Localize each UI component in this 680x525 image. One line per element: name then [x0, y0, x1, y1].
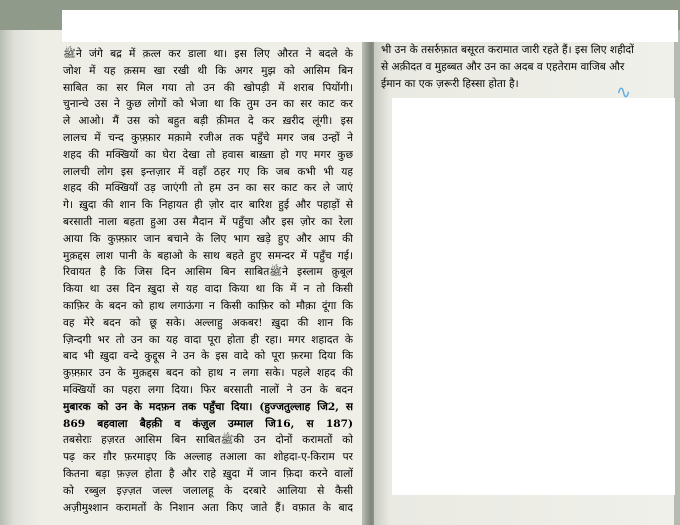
text-line: कितना बड़ा फ़ज़्ल होता है और राहे ख़ुदा में जान फ़िदा करने वालों: [63, 467, 353, 480]
text-line: ज़िन्दगी भर तो उन का यह वादा पूरा होता ही रहा। मगर शहादत के: [63, 333, 353, 346]
text-line: ईमान का एक ज़रूरी हिस्सा होता है।: [381, 77, 519, 90]
text-line: वह मेरे बदन को छू सके। अल्लाहु अकबर! ख़ुदा की शान कि: [63, 316, 353, 329]
text-line: तबसेराः हज़रत आसिम बिन साबितﷺकी उन दोनों करामतों को: [63, 434, 353, 447]
citation-line: मुबारक को उन के मदफ़न तक पहुँचा दिया। (हुज्जतुल्लाह जि2, स: [63, 400, 353, 413]
citation-line: 869 बहवाला बैहक़ी व कंज़ुल उम्माल जि16, स 187): [63, 417, 353, 430]
text-line: लालची लोग इस इन्तज़ार में वहाँ ठहर गए कि जब कभी भी यह: [63, 165, 353, 178]
text-line: लालच में चन्द कुफ़्फ़ार मक़ामे रजीअ तक पहुँचे मगर जब उन्हों ने: [63, 131, 353, 144]
ornament-icon: ∿: [616, 82, 632, 103]
left-page-text: [63, 46, 353, 516]
right-redaction-mask: [392, 98, 675, 495]
text-line: ले आओ। मैं उस को बहुत बड़ी क़ीमत दे कर ख़रीद लूंगी। इस: [63, 115, 353, 128]
text-line: को रब्बुल इज़्ज़त जल्ल जलालहू के दरबारे आलिया से कैसी: [63, 484, 353, 497]
text-line: शहद की मक्खियाँ उड़ जाएंगी तो हम उन का सर काट कर ले जाएं: [63, 182, 353, 195]
text-line: शहद की मक्खियों का घेरा देखा तो हवास बाख़्ता हो गए मगर कुछ: [63, 148, 353, 161]
text-line: जोश में यह क़सम खा रखी थी कि अगर मुझ को आसिम बिन: [63, 64, 353, 77]
text-line: चुनान्चे उस ने कुछ लोगों को भेजा था कि तुम उन का सर काट कर: [63, 98, 353, 111]
text-line: आया कि कुफ़्फ़ार जान बचाने के लिए भाग खड़े हुए और आप की: [63, 232, 353, 245]
text-line: बरसाती नाला बहता हुआ उस मैदान में पहुँचा और इस ज़ोर का रेला: [63, 215, 353, 228]
text-line: ﷺने जंगे बद्र में क़त्ल कर डाला था। इस लिए औरत ने बदले के: [63, 48, 353, 60]
text-line: से अक़ीदत व मुहब्बत और उन का अदब व एहतेराम वाजिब और: [381, 60, 625, 73]
text-line: रिवायत है कि जिस दिन आसिम बिन साबितﷺने इस्लाम क़ुबूल: [63, 266, 353, 279]
text-line: साबित का सर मिल गया तो उन की खोपड़ी में शराब पियोंगी।: [63, 81, 353, 94]
text-line: कुफ़्फ़ार उन के मुक़द्दस बदन को हाथ न लगा सके। पहले शहद की: [63, 367, 353, 380]
top-redaction-mask: [62, 10, 678, 42]
text-line: मुक़द्दस लाश पानी के बहाओ के साथ बहते हुए समन्दर में पहुँच गई।: [63, 249, 353, 262]
text-line: गे। ख़ुदा की शान कि निहायत ही ज़ोर दार बारिश हुई और पहाड़ों से: [63, 199, 353, 212]
text-line: किया था उस दिन ख़ुदा से यह वादा किया था कि में न तो किसी: [63, 283, 353, 296]
text-line: बाद भी ख़ुदा वन्दे कुद्दूस ने उन के इस वादे को पूरा फ़रमा दिया कि: [63, 350, 353, 363]
text-line: अज़ीमुश्शान करामतों के निशान अता किए जाते हैं। वफ़ात के बाद: [63, 501, 353, 514]
text-line: काफ़िर के बदन को हाथ लगाऊंगा न किसी काफ़िर को मौक़ा दूंगा कि: [63, 299, 353, 312]
text-line: पढ़ कर ग़ौर फ़रमाइए कि अल्लाह तआला का शोहदा-ए-किराम पर: [63, 451, 353, 464]
text-line: भी उन के तसर्रुफ़ात बसूरत करामात जारी रहते हैं। इस लिए शहीदों: [381, 44, 634, 56]
text-line: मक्खियों का पहरा लगा दिया। फिर बरसाती नालों ने उन के बदन: [63, 383, 353, 396]
